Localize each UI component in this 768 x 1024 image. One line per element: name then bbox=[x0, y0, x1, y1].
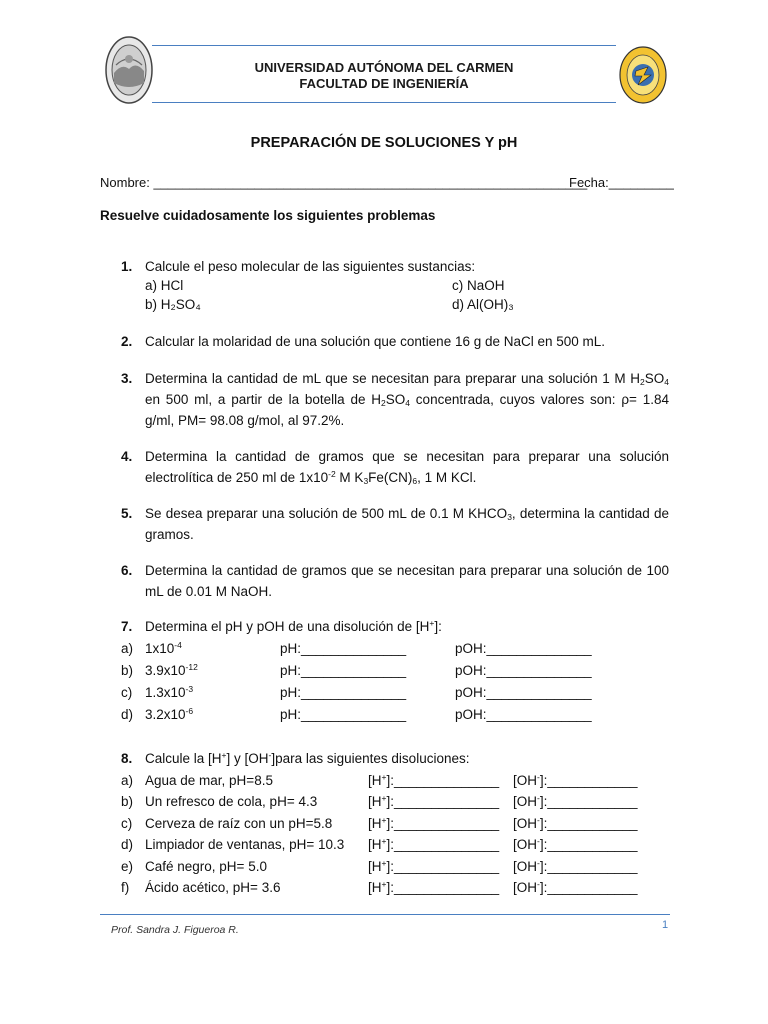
question-number: 8. bbox=[121, 751, 133, 766]
q8-solution: Cerveza de raíz con un pH=5.8 bbox=[145, 816, 333, 831]
q8-letter: d) bbox=[121, 837, 134, 852]
q7-letter: b) bbox=[121, 663, 134, 678]
question-number: 1. bbox=[121, 259, 133, 274]
ph-blank: pH:______________ bbox=[280, 707, 407, 722]
q7-concentration: $3.9x10^{-12}$ bbox=[145, 662, 198, 678]
question-number: 4. bbox=[121, 449, 133, 464]
oh-blank: [OH-]:____________ bbox=[513, 879, 638, 895]
question-number: 6. bbox=[121, 563, 133, 578]
oh-blank: [OH-]:____________ bbox=[513, 793, 638, 809]
question-text: Determina la cantidad de mL que se necesitan para preparar una solución 1 M $H_2SO_4$ en 500 ml, a partir de la botella de $H_2SO_4$ concentrada, cuyos valores son: ρ= 1.84 g/ml, PM= 98.08 g/mol, al 97.2%. bbox=[145, 371, 669, 428]
question-text: Calcule el peso molecular de las siguientes sustancias: bbox=[145, 259, 476, 274]
q8-letter: c) bbox=[121, 816, 133, 831]
poh-blank: pOH:______________ bbox=[455, 685, 592, 700]
poh-blank: pOH:______________ bbox=[455, 663, 592, 678]
oh-blank: [OH-]:____________ bbox=[513, 858, 638, 874]
oh-blank: [OH-]:____________ bbox=[513, 772, 638, 788]
oh-blank: [OH-]:____________ bbox=[513, 815, 638, 831]
q8-letter: a) bbox=[121, 773, 134, 788]
header-top-rule bbox=[152, 45, 616, 46]
faculty-name: FACULTAD DE INGENIERÍA bbox=[299, 76, 469, 91]
question-number: 7. bbox=[121, 619, 133, 634]
q8-solution: Ácido acético, pH= 3.6 bbox=[145, 880, 281, 895]
question-text: Calcular la molaridad de una solución que contiene 16 g de NaCl en 500 mL. bbox=[145, 334, 606, 349]
poh-blank: pOH:______________ bbox=[455, 707, 592, 722]
question-text: Determina el pH y pOH de una disolución de [H+]: bbox=[145, 618, 442, 634]
q8-letter: b) bbox=[121, 794, 134, 809]
oh-blank: [OH-]:____________ bbox=[513, 836, 638, 852]
option-c: c) NaOH bbox=[452, 278, 505, 293]
question-number: 3. bbox=[121, 371, 133, 386]
option-a: a) HCl bbox=[145, 278, 184, 293]
q8-letter: e) bbox=[121, 859, 134, 874]
poh-blank: pOH:______________ bbox=[455, 641, 592, 656]
university-seal-logo bbox=[104, 35, 154, 105]
footer-rule bbox=[100, 914, 670, 915]
option-d: d) Al(OH)₃ bbox=[452, 297, 514, 312]
q7-concentration: $1x10^{-4}$ bbox=[145, 640, 182, 656]
h-blank: [H+]:______________ bbox=[368, 793, 500, 809]
page-title: PREPARACIÓN DE SOLUCIONES Y pH bbox=[250, 135, 518, 151]
ph-blank: pH:______________ bbox=[280, 641, 407, 656]
name-field-label: Nombre: ____________________________________________________________ bbox=[100, 175, 588, 190]
page-number: 1 bbox=[662, 919, 669, 931]
q7-letter: d) bbox=[121, 707, 134, 722]
h-blank: [H+]:______________ bbox=[368, 879, 500, 895]
q8-solution: Café negro, pH= 5.0 bbox=[145, 859, 267, 874]
h-blank: [H+]:______________ bbox=[368, 772, 500, 788]
q7-concentration: $1.3x10^{-3}$ bbox=[145, 684, 194, 700]
q7-letter: c) bbox=[121, 685, 133, 700]
h-blank: [H+]:______________ bbox=[368, 858, 500, 874]
header-bottom-rule bbox=[152, 102, 616, 103]
option-b: b) H₂SO₄ bbox=[145, 297, 201, 312]
question-text: Determina la cantidad de gramos que se necesitan para preparar una solución electrolítica de 250 ml de $1x10^{-2}$ M $K_3Fe(CN)_6$, 1 M KCl. bbox=[145, 449, 669, 486]
instructions: Resuelve cuidadosamente los siguientes problemas bbox=[100, 208, 436, 223]
q8-solution: Un refresco de cola, pH= 4.3 bbox=[145, 794, 318, 809]
q8-solution: Agua de mar, pH=8.5 bbox=[145, 773, 273, 788]
q8-letter: f) bbox=[121, 880, 130, 895]
h-blank: [H+]:______________ bbox=[368, 815, 500, 831]
university-name: UNIVERSIDAD AUTÓNOMA DEL CARMEN bbox=[254, 60, 514, 75]
question-text: Se desea preparar una solución de 500 mL de 0.1 M $KHCO_3$, determina la cantidad de gramos. bbox=[145, 506, 669, 542]
q7-letter: a) bbox=[121, 641, 134, 656]
footer-author: Prof. Sandra J. Figueroa R. bbox=[111, 924, 239, 936]
question-number: 2. bbox=[121, 334, 133, 349]
date-field-label: Fecha:_________ bbox=[569, 175, 674, 190]
question-text: Calcule la [H+] y [OH-]para las siguientes disoluciones: bbox=[145, 750, 470, 766]
ph-blank: pH:______________ bbox=[280, 685, 407, 700]
ph-blank: pH:______________ bbox=[280, 663, 407, 678]
h-blank: [H+]:______________ bbox=[368, 836, 500, 852]
question-number: 5. bbox=[121, 506, 133, 521]
question-text: Determina la cantidad de gramos que se necesitan para preparar una solución de 100 mL de 0.01 M NaOH. bbox=[145, 563, 669, 599]
q7-concentration: $3.2x10^{-6}$ bbox=[145, 706, 194, 722]
faculty-logo bbox=[618, 45, 668, 105]
q8-solution: Limpiador de ventanas, pH= 10.3 bbox=[145, 837, 345, 852]
